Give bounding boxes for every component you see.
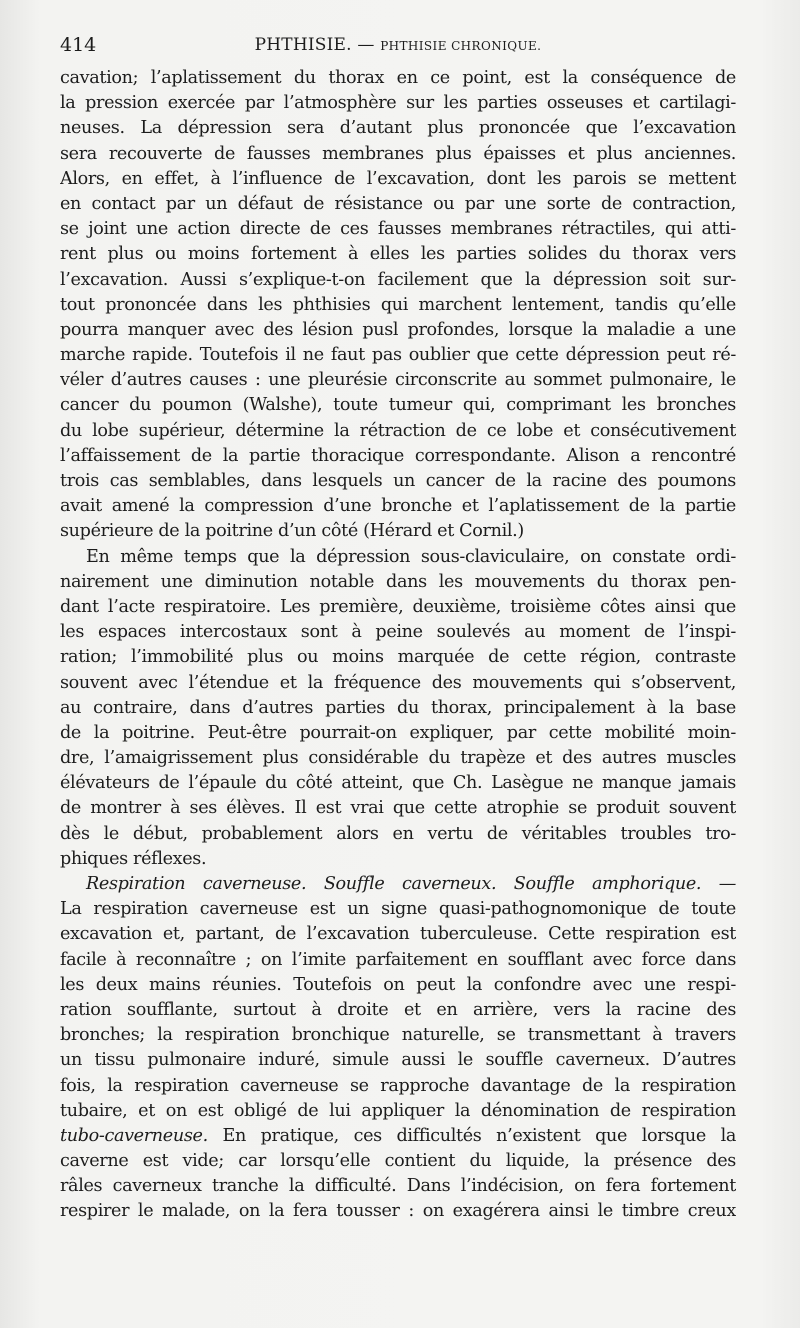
text-line: au contraire, dans d’autres parties du thorax, principalement à la base	[60, 697, 736, 718]
text-line: cancer du poumon (Walshe), toute tumeur qui, comprimant les bronches	[60, 395, 736, 416]
body-text	[60, 66, 736, 1225]
text-line: facile à reconnaître ; on l’imite parfaitement en soufflant avec force dans	[60, 949, 736, 970]
paragraph-start-line: En même temps que la dépression sous-claviculaire, on constate ordi-	[86, 546, 736, 567]
text-line: excavation et, partant, de l’excavation tuberculeuse. Cette respiration est	[60, 924, 736, 945]
text-line: marche rapide. Toutefois il ne faut pas oublier que cette dépression peut ré-	[60, 345, 736, 366]
text-line: en contact par un défaut de résistance ou par une sorte de contraction,	[60, 193, 736, 214]
text-line: trois cas semblables, dans lesquels un cancer de la racine des poumons	[60, 471, 736, 491]
text-line: les deux mains réunies. Toutefois on peut la confondre avec une respi-	[60, 974, 736, 995]
text-line-mixed	[60, 1124, 736, 1149]
text-line: de montrer à ses élèves. Il est vrai que cette atrophie se produit souvent	[60, 798, 736, 819]
text-line: Alors, en effet, à l’influence de l’excavation, dont les parois se mettent	[60, 168, 736, 189]
section-heading-line: Respiration caverneuse. Souffle caverneux. Souffle amphorique. —	[86, 874, 736, 894]
page-number: 414	[60, 34, 97, 56]
text-line: dant l’acte respiratoire. Les première, deuxième, troisième côtes ainsi que	[60, 596, 736, 617]
text-line: un tissu pulmonaire induré, simule aussi le souffle caverneux. D’autres	[60, 1050, 736, 1071]
text-line: caverne est vide; car lorsqu’elle contient du liquide, la présence des	[60, 1151, 736, 1172]
text-line: souvent avec l’étendue et la fréquence des mouvements qui s’observent,	[60, 672, 736, 693]
text-line: les espaces intercostaux sont à peine soulevés au moment de l’inspi-	[60, 622, 736, 643]
text-line: rent plus ou moins fortement à elles les parties solides du thorax vers	[60, 244, 736, 265]
text-line: cavation; l’aplatissement du thorax en ce point, est la conséquence de	[60, 68, 736, 88]
paragraph-end-line: phiques réflexes.	[60, 848, 207, 869]
text-line: La respiration caverneuse est un signe quasi-pathognomonique de toute	[60, 899, 736, 920]
text-line: fois, la respiration caverneuse se rapproche davantage de la respiration	[60, 1075, 736, 1096]
text-line: véler d’autres causes : une pleurésie circonscrite au sommet pulmonaire, le	[60, 370, 736, 391]
text-line: dès le début, probablement alors en vertu de véritables troubles tro-	[60, 823, 736, 844]
text-line: élévateurs de l’épaule du côté atteint, que Ch. Lasègue ne manque jamais	[60, 773, 736, 794]
text-line: avait amené la compression d’une bronche et l’aplatissement de la partie	[60, 496, 736, 517]
italic-term: tubo-caverneuse.	[60, 1125, 208, 1146]
text-line: la pression exercée par l’atmosphère sur les parties osseuses et cartilagi-	[60, 93, 736, 114]
text-line: dre, l’amaigrissement plus considérable du trapèze et des autres muscles	[60, 748, 736, 769]
text-line: ration soufflante, surtout à droite et en arrière, vers la racine des	[60, 999, 736, 1020]
text-line: se joint une action directe de ces fausses membranes rétractiles, qui atti-	[60, 219, 736, 240]
chapter-title: PHTHISIE.	[254, 35, 352, 55]
text-line: de la poitrine. Peut-être pourrait-on expliquer, par cette mobilité moin-	[60, 722, 736, 743]
title-separator: —	[357, 35, 375, 55]
text-line: tubaire, et on est obligé de lui appliquer la dénomination de respiration	[60, 1100, 736, 1121]
text-line: neuses. La dépression sera d’autant plus prononcée que l’excavation	[60, 118, 736, 139]
text-line: bronches; la respiration bronchique naturelle, se transmettant à travers	[60, 1025, 736, 1046]
text-line: l’affaissement de la partie thoracique correspondante. Alison a rencontré	[60, 445, 736, 466]
paragraph-end-line: supérieure de la poitrine d’un côté (Hérard et Cornil.)	[60, 521, 524, 542]
text-line: râles caverneux tranche la difficulté. Dans l’indécision, on fera fortement	[60, 1176, 736, 1197]
text-line: l’excavation. Aussi s’explique-t-on facilement que la dépression soit sur-	[60, 269, 736, 290]
section-title: PHTHISIE CHRONIQUE.	[380, 39, 542, 53]
text-line: nairement une diminution notable dans les mouvements du thorax pen-	[60, 571, 736, 592]
running-title	[60, 32, 736, 59]
text-line: pourra manquer avec des lésion pusl profondes, lorsque la maladie a une	[60, 319, 736, 340]
text-line: sera recouverte de fausses membranes plus épaisses et plus anciennes.	[60, 143, 736, 164]
text-line: du lobe supérieur, détermine la rétraction de ce lobe et consécutivement	[60, 420, 736, 441]
text-line: tout prononcée dans les phthisies qui marchent lentement, tandis qu’elle	[60, 294, 736, 315]
text-line: respirer le malade, on la fera tousser : on exagérera ainsi le timbre creux	[60, 1201, 736, 1222]
text-line: ration; l’immobilité plus ou moins marquée de cette région, contraste	[60, 647, 736, 668]
text-fragment: En pratique, ces difficultés n’existent que lorsque la	[207, 1125, 736, 1146]
running-header	[60, 32, 736, 58]
